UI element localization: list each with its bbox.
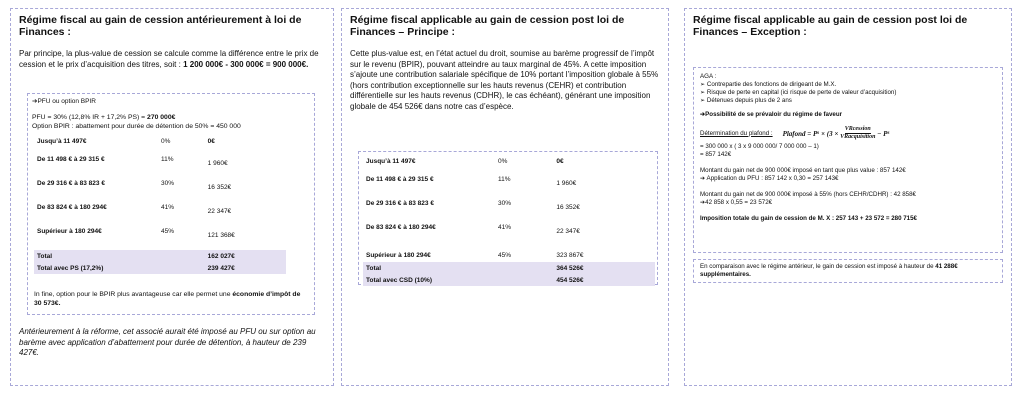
bpir-table (34, 138, 286, 274)
pfu-line: PFU = 30% (12,8% IR + 17,2% PS) = 270 000€ Option BPIR : abattement pour durée de détention de 50% = 450 000 (32, 114, 241, 130)
comparison-text: En comparaison avec le régime antérieur, le gain de cession est imposé à hauteur de 41 288€ supplémentaires. (700, 263, 958, 278)
aga-bullet: ➢ Risque de perte en capital (ici risque de perte de valeur d’acquisition) (700, 89, 897, 96)
panel-regime-principe (341, 8, 669, 386)
bpir-box (358, 151, 658, 285)
table-row: Jusqu’à 11 497€ 0% 0€ (37, 138, 215, 145)
box-heading: ➔PFU ou option BPIR (32, 98, 96, 105)
aga-content (700, 73, 998, 223)
aga-label: AGA : (700, 73, 717, 80)
plafond-line: Détermination du plafond : Plafond = P s × (3 × VRcession VRacquisition − P s (700, 126, 890, 140)
footer-text: Antérieurement à la réforme, cet associé aurait été imposé au PFU ou sur option au barème avec application d’abattement pour durée de détention, à hauteur de 239 427€. (19, 327, 316, 357)
panel-title: Régime fiscal applicable au gain de cession post loi de Finances – Exception : (693, 14, 968, 38)
calc-line: = 300 000 x ( 3 x 9 000 000/ 7 000 000 – 1) (700, 143, 819, 150)
pfu-bpir-box (27, 93, 315, 315)
table-row: De 83 824 € à 180 294€ 41% 22 347€ (366, 224, 580, 235)
favor-text: ➔Possibilité de se prévaloir du régime de faveur (700, 111, 843, 118)
comparison-box (693, 259, 1003, 283)
panel-title: Régime fiscal applicable au gain de cession post loi de Finances – Principe : (350, 14, 625, 38)
intro-text: Par principe, la plus-value de cession se calcule comme la différence entre le prix de cession et le prix d’acquisition des titres, soit : 1 200 000€ - 300 000€ = 900 000€. (19, 49, 319, 69)
barème-amount: Montant du gain net de 900 000€ imposé à 55% (hors CEHR/CDHR) : 42 858€ (700, 191, 916, 198)
table-row: De 11 498 € à 29 315 € 11% 1 960€ (37, 156, 228, 167)
total-row: Total 162 027€ (34, 250, 286, 262)
bpir-table (363, 158, 655, 286)
total-row: Total 364 526€ (363, 262, 655, 274)
pfu-application: ➔ Application du PFU : 857 142 x 0,30 = 257 143€ (700, 175, 839, 182)
table-row: De 29 316 € à 83 823 € 30% 16 352€ (37, 180, 232, 191)
panel-regime-exception (684, 8, 1012, 386)
plafond-formula: Plafond = P s × (3 × VRcession VRacquisition − P s (782, 126, 890, 140)
total-csd-row: Total avec CSD (10%) 454 526€ (363, 274, 655, 286)
total-imposition: Imposition totale du gain de cession de M. X : 257 143 + 23 572 = 280 715€ (700, 215, 917, 222)
calc-result: = 857 142€ (700, 151, 732, 158)
aga-bullet: ➢ Détenues depuis plus de 2 ans (700, 97, 792, 104)
aga-box (693, 67, 1003, 253)
total-ps-row: Total avec PS (17,2%) 239 427€ (34, 262, 286, 274)
table-row: De 83 824 € à 180 294€ 41% 22 347€ (37, 204, 232, 215)
panel-regime-anterieur (10, 8, 334, 386)
table-row: Supérieur à 180 294€ 45% 323 867€ (366, 252, 584, 259)
pfu-amount: Montant du gain net de 900 000€ imposé en tant que plus value : 857 142€ (700, 167, 906, 174)
table-row: Jusqu’à 11 497€ 0% 0€ (366, 158, 564, 165)
barème-application: ➔42 858 x 0,55 = 23 572€ (700, 199, 773, 206)
table-row: De 11 498 € à 29 315 € 11% 1 960€ (366, 176, 577, 187)
table-row: Supérieur à 180 294€ 45% 121 368€ (37, 228, 235, 239)
conclusion-text: In fine, option pour le BPIR plus avantageuse car elle permet une économie d’impôt de 30 573€. (34, 291, 301, 307)
principe-text: Cette plus-value est, en l’état actuel du droit, soumise au barème progressif de l’impôt sur le revenu (BPIR), pouvant atteindre au taux marginal de 45%. A cette imposition s’ajoute une contribution salariale spécifique de 10% portant l’imposition globale à 55% (hors contribution exceptionnelle sur les hauts revenus (CEHR) et contribution différentielle sur les hauts revenus (CDHR), le cas échéant), générant une imposition globale de 454 526€ dans notre cas d’espèce. (350, 49, 659, 111)
panel-title: Régime fiscal au gain de cession antérieurement à loi de Finances : (19, 14, 302, 38)
aga-bullet: ➢ Contrepartie des fonctions de dirigeant de M.X. (700, 81, 837, 88)
table-row: De 29 316 € à 83 823 € 30% 16 352€ (366, 200, 580, 211)
